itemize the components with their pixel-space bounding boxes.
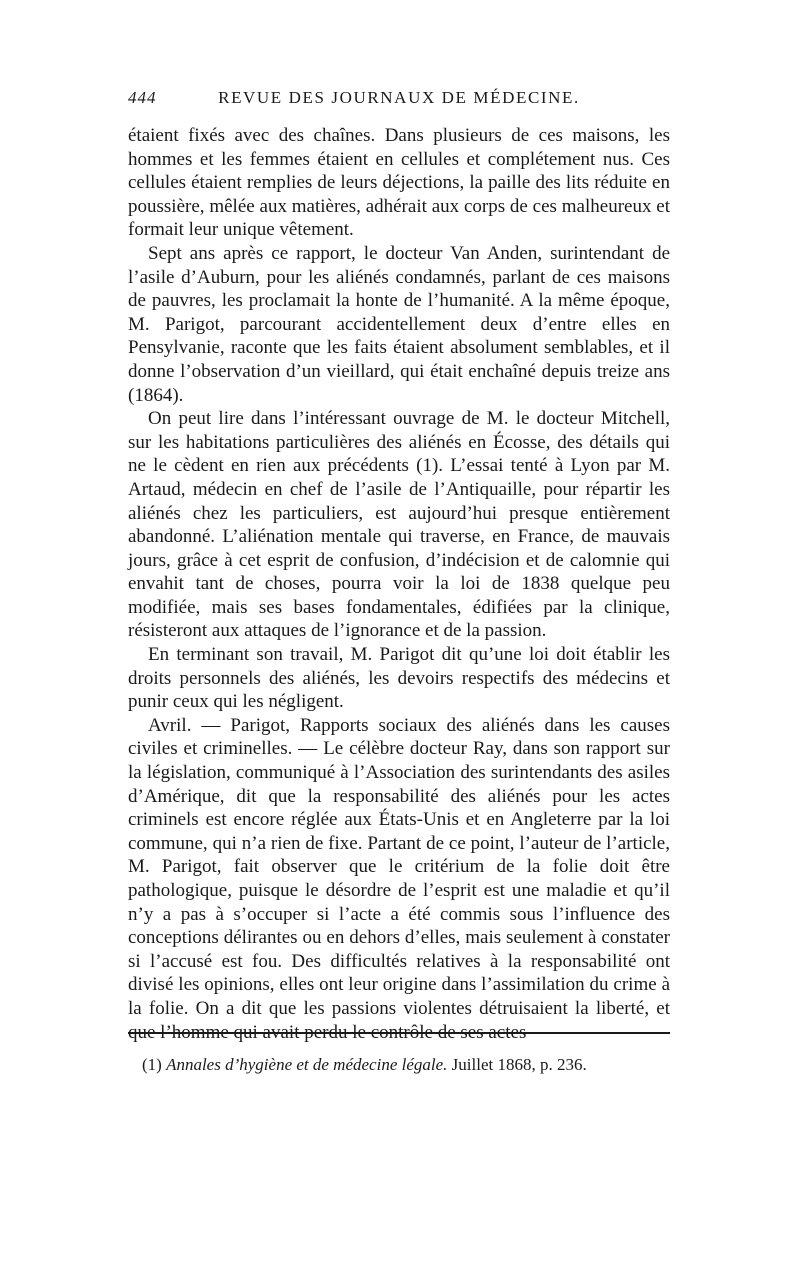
body-text [128,124,670,1044]
paragraph: On peut lire dans l’intéressant ouvrage de M. le docteur Mitchell, sur les habitations particulières des aliénés en Écosse, des détails qui ne le cèdent en rien aux précédents (1). L’essai tenté à Lyon par M. Artaud, médecin en chef de l’asile de l’Antiquaille, pour répartir les aliénés chez les particuliers, est aujourd’hui presque entièrement abandonné. L’aliénation mentale qui traverse, en France, de mauvais jours, grâce à cet esprit de confusion, d’indécision et de calomnie qui envahit tant de choses, pourra voir la loi de 1838 quelque peu modifiée, mais ses bases fondamentales, édifiées par la clinique, résisteront aux attaques de l’ignorance et de la passion. [128,408,670,642]
running-title: REVUE DES JOURNAUX DE MÉDECINE. [218,88,580,107]
book-page [128,88,670,1074]
paragraph: Avril. — Parigot, Rapports sociaux des aliénés dans les causes civiles et criminelles. — Le célèbre docteur Ray, dans son rapport sur la législation, communiqué à l’Association des surintendants des asiles d’Amérique, dit que la responsabilité des aliénés pour les actes criminels est encore réglée aux États-Unis et en Angleterre par la loi commune, qui n’a rien de fixe. Partant de ce point, l’auteur de l’article, M. Parigot, fait observer que le critérium de la folie doit être pathologique, puisque le désordre de l’esprit est une maladie et qu’il n’y a pas à s’occuper si l’acte a été commis sous l’influence des conceptions délirantes ou en dehors d’elles, mais seulement à constater si l’accusé est fou. Des difficultés relatives à la responsabilité ont divisé les opinions, elles ont leur origine dans l’assimilation du crime à la folie. On a dit que les passions violentes détruisaient la liberté, et que l’homme qui avait perdu le contrôle de ses actes [128,714,670,1043]
paragraph: En terminant son travail, M. Parigot dit qu’une loi doit établir les droits personnels des aliénés, les devoirs respectifs des médecins et punir ceux qui les négligent. [128,644,670,713]
footnote-marker: (1) [142,1055,167,1074]
paragraph: étaient fixés avec des chaînes. Dans plusieurs de ces maisons, les hommes et les femmes étaient en cellules et complétement nus. Ces cellules étaient remplies de leurs déjections, la paille des lits réduite en poussière, mêlée aux matières, adhérait aux corps de ces malheureux et formait leur unique vêtement. [128,125,670,241]
running-head [128,88,670,124]
footnote-rule [128,1032,670,1034]
paragraph: Sept ans après ce rapport, le docteur Van Anden, surintendant de l’asile d’Auburn, pour les aliénés condamnés, parlant de ces maisons de pauvres, les proclamait la honte de l’humanité. A la même époque, M. Parigot, parcourant accidentellement deux d’entre elles en Pensylvanie, raconte que les faits étaient absolument semblables, et il donne l’observation d’un vieillard, qui était enchaîné depuis treize ans (1864). [128,242,670,406]
footnote [142,1054,670,1076]
footnote-source: Annales d’hygiène et de médecine légale. [166,1055,448,1074]
page-number: 444 [128,88,157,107]
footnote-details: Juillet 1868, p. 236. [447,1055,587,1074]
